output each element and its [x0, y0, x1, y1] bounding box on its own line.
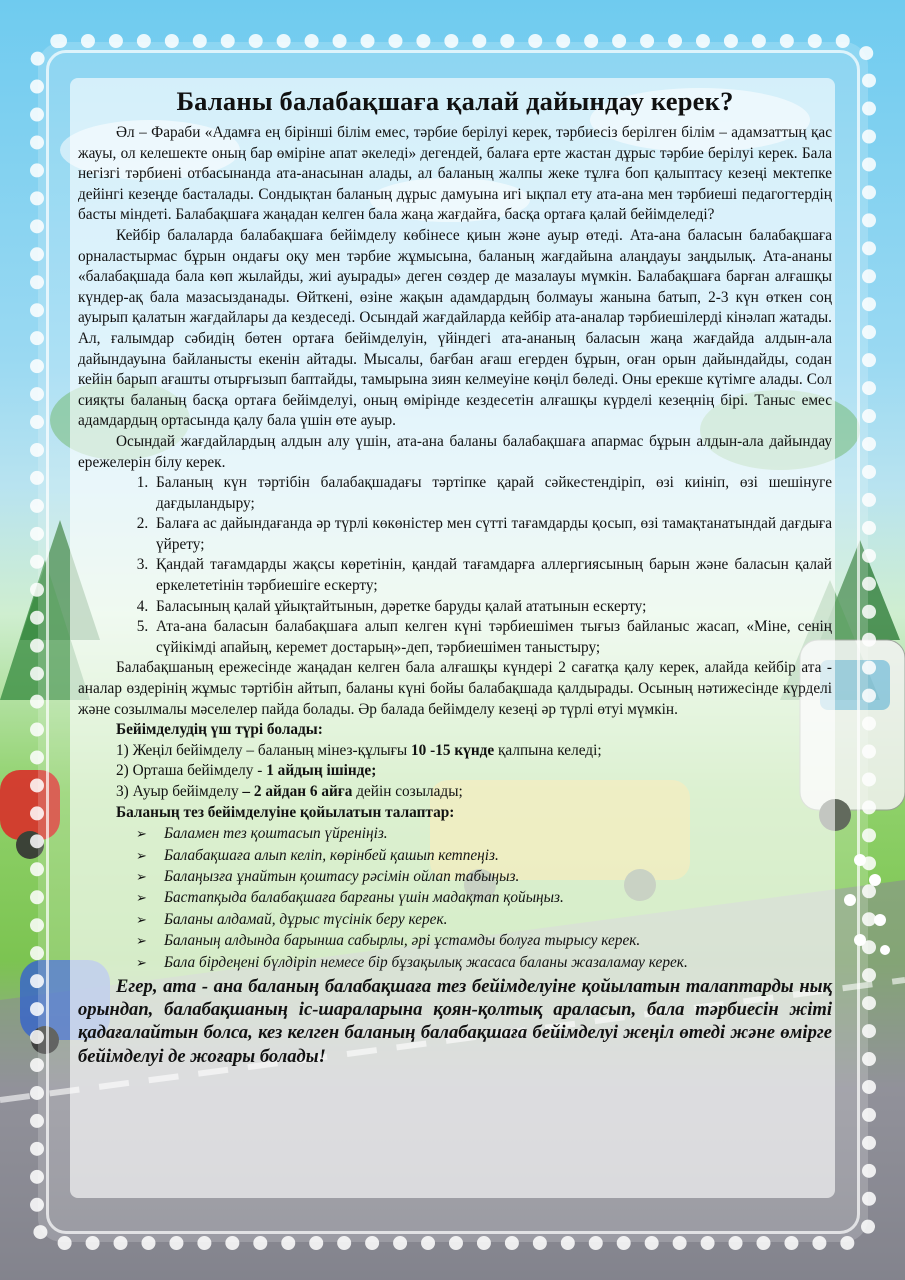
list-item [136, 952, 832, 973]
paragraph-intro: Әл – Фараби «Адамға ең бірінші білім емес, тәрбие берілуі керек, тәрбиесіз берілген білім – адамзаттың қас жауы, ол келешекте оның бар өміріне апат әкеледі» дегендей, балаға ерте жастан дұрыс тәрбие берілуі керек. Бала негізгі тәрбиені отбасынанда ата-анасынан алады, ал баланың жалпы жеке тұлға боп қалыптасу кезеңі мектепке дейінгі кезеңде басталады. Сондықтан баланың дұрыс дамуына игі ықпал ету ата-ана мен тәрбиеші педагогтердің басты міндеті. Балабақшаға жаңадан келген бала жаңа жағдайға, басқа ортаға қалай бейімделеді? [78, 124, 832, 224]
list-item [136, 823, 832, 844]
list-item [136, 845, 832, 866]
requirement-text: Баланы алдамай, дұрыс түсінік беру керек. [164, 910, 448, 928]
requirement-text: Балабақшаға алып келіп, көрінбей қашып кетпеңіз. [164, 846, 499, 864]
type-heavy-duration: – 2 айдан 6 айға [242, 783, 353, 800]
list-item [136, 866, 832, 887]
list-item: 5. Ата-ана баласын балабақшаға алып келген күні тәрбиешімен тығыз байланыс жасап, «Міне, сенің сүйікімді апайың, керемет достарың»-деп, тәрбиешімен таныстыру; [152, 617, 832, 658]
paragraph-adaptation: Кейбір балаларда балабақшаға бейімделу көбінесе қиын және ауыр өтеді. Ата-ана баласын балабақшаға орналастырмас бұрын ондағы оқу мен тәрбие жұмысына, баланың жағдайына алаңдауы заңдылық. Ата-ананы «балабақшада бала көп жылайды, жиі ауырады» деген сөздер де мазалауы мүмкін. Балабақшаға барған алғашқы күндер-ақ бала мазасызданады. Өйткені, өзіне жақын адамдардың болмауы жанына батып, 2-3 күн өткен соң ауырып қалатын жағдайлары да кездеседі. Осындай жағдайларда кейбір ата-аналар тәрбиешілерді кінәлап жатады. Ал, ғалымдар сәбидің бөтен ортаға бейімделуін, үйіндегі ата-ананың баласын жаңа жағдайда алдын-ала дайындауына байланысты екенін айтады. Мысалы, бағбан ағаш егерден бұрын, оған орын дайындайды, содан кейін барып ағашты отырғызып баптайды, тамырына зиян келмеуіне көңіл бөледі. Оны ерекше күтімге алады. Сол сияқты баланың басқа ортаға бейімделуі, оның өмірінде кездесетін алғашқы күрделі кезеңнің бірі. Таныс емес адамдардың ортасында қалу бала үшін өте ауыр. [78, 226, 832, 430]
requirements-heading: Баланың тез бейімделуіне қойылатын талаптар: [116, 803, 455, 821]
type-light-tail: қалпына келеді; [494, 741, 602, 759]
requirement-text: Баламен тез қоштасып үйреніңіз. [164, 825, 388, 843]
requirement-text: Бала бірдеңені бүлдіріп немесе бір бұзақылық жасаса баланы жазаламау керек. [164, 953, 688, 971]
type-light-duration: 10 -15 күнде [411, 741, 495, 759]
arrow-bullet-icon: ➢ [136, 847, 147, 863]
page-title: Баланы балабақшаға қалай дайындау керек? [176, 86, 734, 116]
type-heavy [78, 782, 832, 803]
list-item: 4. Баласының қалай ұйықтайтынын, дәретке баруды қалай ататынын ескерту; [152, 597, 832, 618]
requirement-text: Баланың алдында барынша сабырлы, әрі ұстамды болуға тырысу керек. [164, 932, 641, 950]
list-item: 1. Баланың күн тәртібін балабақшадағы тәртіпке қарай сәйкестендіріп, өзі киініп, өзі шешінуге дағдыландыру; [152, 473, 832, 514]
arrow-bullet-icon: ➢ [136, 869, 147, 884]
type-light-text: 1) Жеңіл бейімделу – баланың мінез-құлығы [116, 741, 412, 759]
type-medium-duration: 1 айдың ішінде; [266, 762, 377, 780]
list-item: 3. Қандай тағамдарды жақсы көретінін, қандай тағамдарға аллергиясының барын және баласын қалай еркелететінін тәрбиешіге ескерту; [152, 555, 832, 596]
requirement-text: Бастапқыда балабақшаға барғаны үшін мадақтап қойыңыз. [164, 889, 564, 907]
arrow-bullet-icon: ➢ [136, 826, 147, 842]
type-heavy-tail: дейін созылады; [352, 783, 463, 800]
list-item [136, 887, 832, 908]
arrow-bullet-icon: ➢ [136, 911, 147, 927]
arrow-bullet-icon: ➢ [136, 933, 147, 949]
list-item [136, 909, 832, 930]
document-content [78, 86, 832, 1068]
requirement-text: Балаңызға ұнайтын қоштасу рәсімін ойлап табыңыз. [164, 868, 520, 885]
arrow-bullet-icon: ➢ [136, 890, 147, 906]
type-heavy-text: 3) Ауыр бейімделу [116, 783, 243, 800]
type-medium-text: 2) Орташа бейімделу - [116, 762, 267, 780]
conclusion: Егер, ата - ана баланың балабақшаға тез бейімделуіне қойылатын талаптарды нық орындап, балабақшаның іс-шараларына қоян-қолтық араласып, бала тәрбиесін жіті қадағалайтын болса, кез келген баланың балабақшаға бейімделуі жеңіл өтеді және өмірге бейімделуі де жоғары болады! [78, 976, 832, 1067]
types-heading: Бейімделудің үш түрі болады: [116, 721, 323, 739]
type-light [78, 741, 832, 762]
paragraph-rules-intro: Осындай жағдайлардың алдын алу үшін, ата-ана баланы балабақшаға апармас бұрын алдын-ала дайындау ережелерін білу керек. [78, 432, 832, 471]
arrow-bullet-icon: ➢ [136, 954, 147, 970]
rules-list [78, 473, 832, 658]
paragraph-schedule: Балабақшаның ережесінде жаңадан келген бала алғашқы күндері 2 сағатқа қалу керек, алайда кейбір ата - аналар өздерінің жұмыс тәртібін айтып, баланы күні бойы балабақшада қалдырады. Осының нәтижесінде күрделі және созылмалы мәселелер пайда болады. Әр балада бейімделу кезеңі әр түрлі өтуі мүмкін. [78, 659, 832, 718]
requirements-list [78, 823, 832, 973]
list-item [136, 930, 832, 951]
type-medium [78, 761, 832, 782]
list-item: 2. Балаға ас дайындағанда әр түрлі көкөністер мен сүтті тағамдарды қосып, өзі тамақтанатындай дағдыға үйрету; [152, 514, 832, 555]
